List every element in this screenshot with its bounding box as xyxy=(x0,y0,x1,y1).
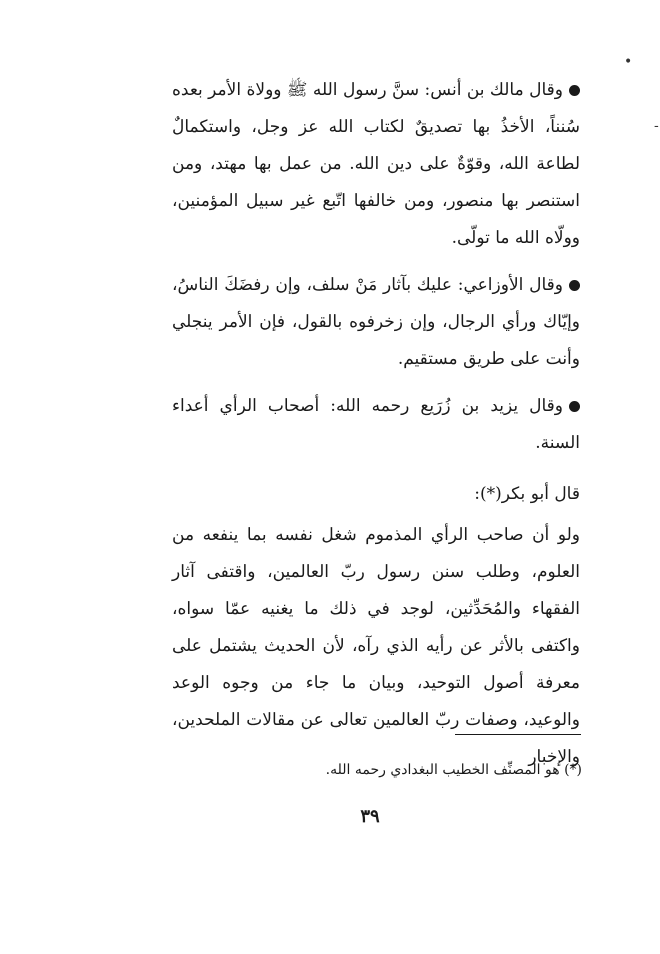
page-body xyxy=(172,72,580,776)
quote-yazid xyxy=(172,388,580,462)
footnote-divider xyxy=(455,734,581,735)
quote-awzai xyxy=(172,267,580,378)
page-number: ٣٩ xyxy=(360,806,380,827)
quote-awzai-text: وقال الأوزاعي: عليك بآثار مَنْ سلف، وإن رفضَكَ الناسُ، وإيّاك ورأي الرجال، وإن زخرفوه بالقول، فإن الأمر ينجلي وأنت على طريق مستقيم. xyxy=(172,275,580,369)
section-heading: قال أبو بكر(*): xyxy=(474,484,580,504)
quote-malik-text: وقال مالك بن أنس: سنَّ رسول الله ﷺ وولاة الأمر بعده سُنناً، الأخذُ بها تصديقٌ لكتاب الله عز وجل، واستكمالٌ لطاعة الله، وقوّةٌ على دين الله. من عمل بها مهتد، ومن استنصر بها منصور، ومن خالفها اتّبع غير سبيل المؤمنين، وولّاه الله ما تولّى. xyxy=(172,80,580,248)
quote-malik xyxy=(172,72,580,257)
body-paragraph: ولو أن صاحب الرأي المذموم شغل نفسه بما ينفعه من العلوم، وطلب سنن رسول ربّ العالمين، واقتفى آثار الفقهاء والمُحَدِّثين، لوجد في ذلك ما يغنيه عمّا سواه، واكتفى بالأثر عن رأيه الذي رآه، لأن الحديث يشتمل على معرفة أصول التوحيد، وبيان ما جاء من وجوه الوعد والوعيد، وصفات ربّ العالمين تعالى عن مقالات الملحدين، والإخبار xyxy=(172,525,580,767)
margin-dash-mark: - xyxy=(654,118,659,134)
footnote: (*) هو المصنِّف الخطيب البغدادي رحمه الله. xyxy=(325,762,582,778)
quote-yazid-text: وقال يزيد بن زُرَيع رحمه الله: أصحاب الرأي أعداء السنة. xyxy=(172,396,580,453)
bullet-icon xyxy=(569,280,580,291)
bullet-icon xyxy=(569,401,580,412)
margin-dot-mark: • xyxy=(624,54,633,70)
bullet-icon xyxy=(569,85,580,96)
